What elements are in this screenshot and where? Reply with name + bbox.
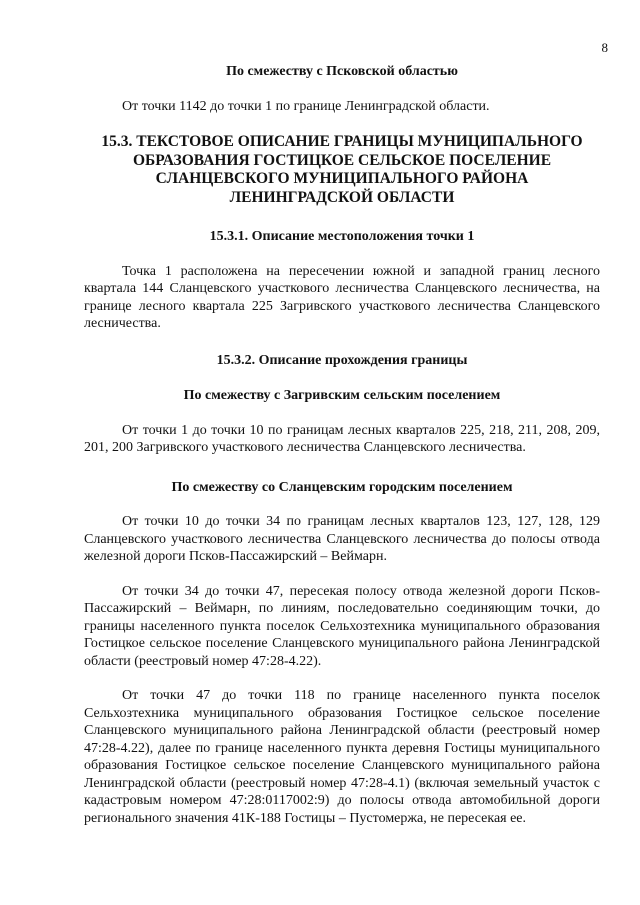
paragraph-point-1-location: Точка 1 расположена на пересечении южной и западной границ лесного квартала 144 Сланцевского участкового лесничества Сланцевского лесничества, на границе лесного квартала 225 Загривского участкового лесничества Сланцевского лесничества. (84, 263, 600, 331)
subsection-2-title: 15.3.2. Описание прохождения границы (216, 352, 468, 368)
paragraph-slantsy-3: От точки 47 до точки 118 по границе населенного пункта поселок Сельхозтехника муниципального образования Гостицкое сельское поселение Сланцевского муниципального района Ленинградской области (реестровый номер 47:28-4.22), далее по границе населенного пункта деревня Гостицы муниципального образования Гостицкое сельское поселение Сланцевского муниципального района Ленинградской области (реестровый номер 47:28-4.1) (включая земельный участок с кадастровым номером 47:28:0117002:9) до полосы отвода автомобильной дороги регионального значения 41К-188 Гостицы – Пустомержа, не пересекая ее. (84, 688, 600, 826)
paragraph-zagrivsky: От точки 1 до точки 10 по границам лесных кварталов 225, 218, 211, 208, 209, 201, 200 Загривского участкового лесничества Сланцевского лесничества. (84, 422, 600, 455)
section-title: 15.3. ТЕКСТОВОЕ ОПИСАНИЕ ГРАНИЦЫ МУНИЦИПАЛЬНОГО ОБРАЗОВАНИЯ ГОСТИЦКОЕ СЕЛЬСКОЕ ПОСЕЛЕНИЕ СЛАНЦЕВСКОГО МУНИЦИПАЛЬНОГО РАЙОНА ЛЕНИНГРАДСКОЙ ОБЛАСТИ (101, 133, 583, 206)
page-number: 8 (601, 40, 608, 55)
paragraph-slantsy-2: От точки 34 до точки 47, пересекая полосу отвода железной дороги Псков-Пассажирский – Веймарн, по линиям, последовательно соединяющим точки, до границы населенного пункта поселок Сельхозтехника муниципального образования Гостицкое сельское поселение Сланцевского муниципального района Ленинградской области (реестровый номер 47:28-4.22). (84, 583, 600, 669)
paragraph-pskov: От точки 1142 до точки 1 по границе Ленинградской области. (122, 98, 490, 114)
heading-pskov: По смежеству с Псковской областью (226, 64, 458, 79)
page-content (84, 63, 600, 827)
subsection-1-title: 15.3.1. Описание местоположения точки 1 (209, 229, 475, 244)
paragraph-slantsy-1: От точки 10 до точки 34 по границам лесных кварталов 123, 127, 128, 129 Сланцевского участкового лесничества Сланцевского лесничества до полосы отвода железной дороги Псков-Пассажирский – Веймарн. (84, 514, 600, 564)
heading-slantsy: По смежеству со Сланцевским городским поселением (171, 479, 513, 495)
heading-zagrivsky: По смежеству с Загривским сельским поселением (183, 388, 501, 403)
